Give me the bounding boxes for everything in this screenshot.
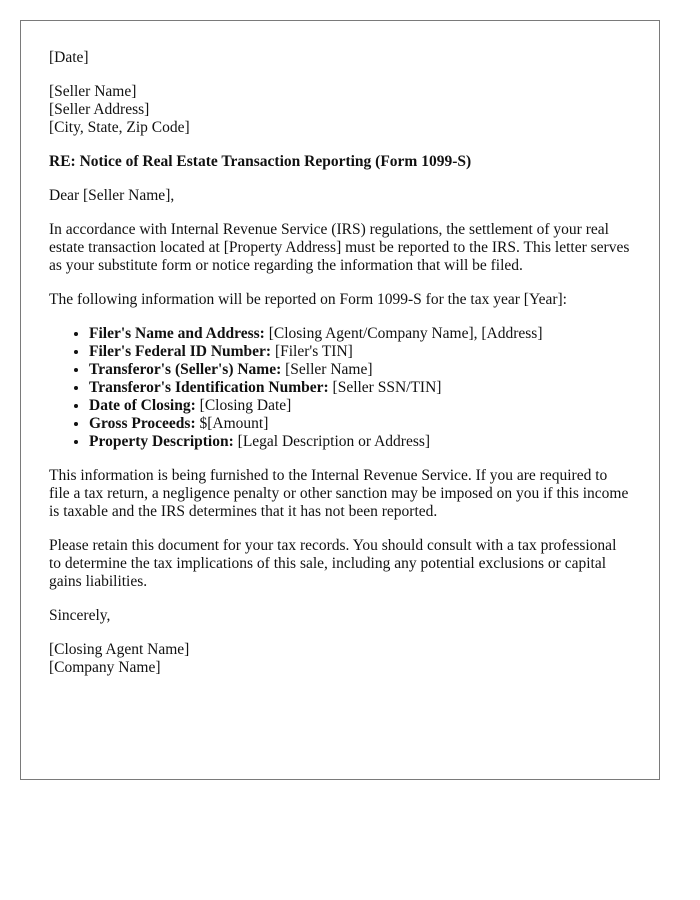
- detail-label: Filer's Federal ID Number:: [89, 343, 272, 360]
- signature-agent-name: [Closing Agent Name]: [49, 641, 190, 658]
- signature-block: [49, 641, 631, 677]
- subject-line: RE: Notice of Real Estate Transaction Reporting (Form 1099-S): [49, 153, 472, 170]
- detail-label: Date of Closing:: [89, 397, 196, 414]
- detail-value: [Seller SSN/TIN]: [332, 379, 442, 396]
- detail-value: [Seller Name]: [285, 361, 373, 378]
- detail-label: Transferor's (Seller's) Name:: [89, 361, 282, 378]
- list-item: [89, 415, 631, 433]
- furnished-paragraph: This information is being furnished to the Internal Revenue Service. If you are required to file a tax return, a negligence penalty or other sanction may be imposed on you if this income is taxable and the IRS determines that it has not been reported.: [49, 467, 629, 520]
- list-item: [89, 343, 631, 361]
- recipient-name: [Seller Name]: [49, 83, 137, 100]
- detail-label: Filer's Name and Address:: [89, 325, 265, 342]
- detail-value: [Filer's TIN]: [274, 343, 353, 360]
- letter-document: [20, 20, 660, 780]
- letter-date: [Date]: [49, 49, 89, 66]
- detail-label: Gross Proceeds:: [89, 415, 196, 432]
- intro-paragraph: In accordance with Internal Revenue Service (IRS) regulations, the settlement of your real estate transaction located at [Property Address] must be reported to the IRS. This letter serves as your substitute form or notice regarding the information that will be filed.: [49, 221, 630, 274]
- recipient-city-state-zip: [City, State, Zip Code]: [49, 119, 190, 136]
- retain-paragraph: Please retain this document for your tax records. You should consult with a tax professional to determine the tax implications of this sale, including any potential exclusions or capital gains liabilities.: [49, 537, 617, 590]
- detail-label: Transferor's Identification Number:: [89, 379, 329, 396]
- detail-label: Property Description:: [89, 433, 234, 450]
- salutation: Dear [Seller Name],: [49, 187, 175, 204]
- list-item: [89, 397, 631, 415]
- detail-value: $[Amount]: [199, 415, 269, 432]
- closing: Sincerely,: [49, 607, 111, 624]
- detail-value: [Closing Date]: [199, 397, 292, 414]
- list-item: [89, 325, 631, 343]
- reported-information-list: [49, 325, 631, 451]
- detail-value: [Legal Description or Address]: [237, 433, 431, 450]
- detail-value: [Closing Agent/Company Name], [Address]: [268, 325, 543, 342]
- signature-company-name: [Company Name]: [49, 659, 161, 676]
- list-item: [89, 379, 631, 397]
- list-item: [89, 361, 631, 379]
- recipient-block: [49, 83, 631, 137]
- list-item: [89, 433, 631, 451]
- list-intro-paragraph: The following information will be reported on Form 1099-S for the tax year [Year]:: [49, 291, 567, 308]
- recipient-address: [Seller Address]: [49, 101, 150, 118]
